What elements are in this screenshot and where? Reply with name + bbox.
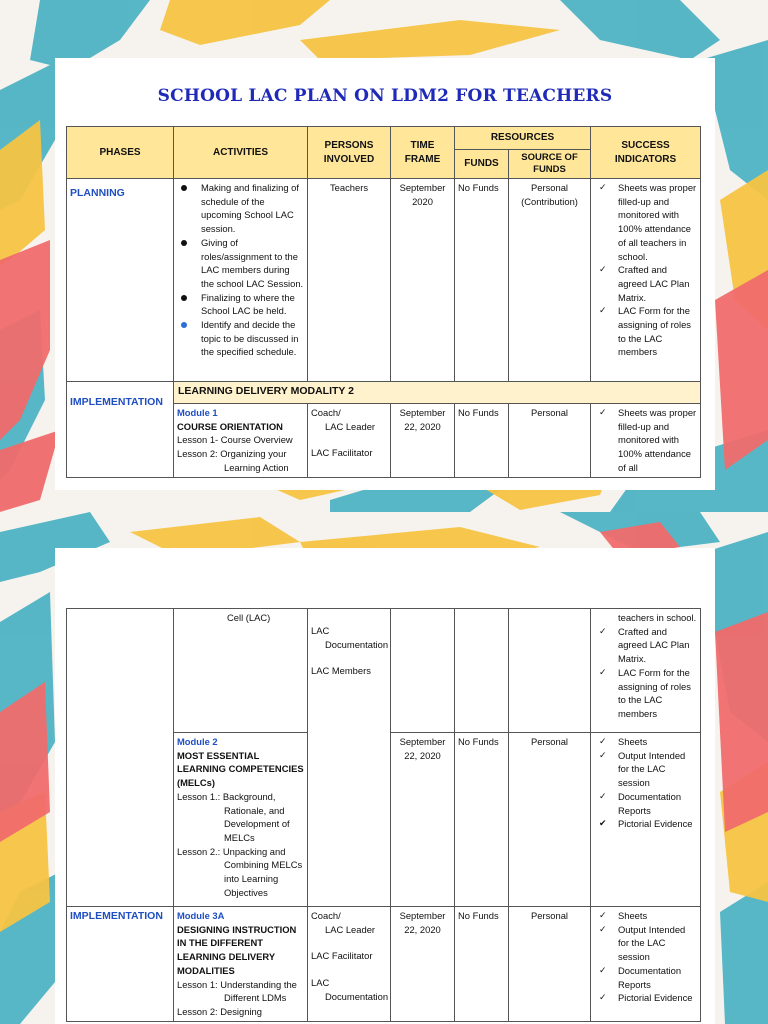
- module-3a-time-frame: September 22, 2020: [391, 907, 455, 1022]
- list-item: Identify and decide the topic to be discussed in the specified schedule.: [177, 318, 304, 359]
- check-mark-icon: ✓: [599, 625, 607, 636]
- list-item: ✓ Sheets was proper filled-up and monitored with 100% attendance of all teachers in school.: [599, 182, 697, 262]
- module-title: DESIGNING INSTRUCTION IN THE DIFFERENT LEARNING DELIVERY MODALITIES: [177, 923, 297, 976]
- module-1-activities-cont: Cell (LAC): [174, 609, 308, 733]
- phase-implementation: IMPLEMENTATION: [67, 907, 174, 1022]
- header-funds: FUNDS: [455, 150, 509, 179]
- list-item: ✓ Sheets: [599, 736, 648, 747]
- document-title: SCHOOL LAC PLAN ON LDM2 FOR TEACHERS: [157, 86, 613, 106]
- module-2-funds: No Funds: [455, 733, 509, 907]
- list-item: ✓ Documentation Reports: [599, 790, 682, 816]
- list-item: ✓ Documentation Reports: [599, 964, 682, 990]
- check-mark-icon: ✓: [599, 407, 607, 417]
- table-row-module-1-cont: [67, 609, 701, 733]
- module-1-funds: No Funds: [455, 404, 509, 478]
- bullet-icon: [181, 322, 187, 328]
- module-label: Module 3A: [177, 910, 225, 921]
- check-mark-icon: ✓: [599, 923, 607, 934]
- list-item: ✓ Pictorial Evidence: [599, 992, 693, 1004]
- module-3a-funds: No Funds: [455, 907, 509, 1022]
- bullet-icon: [181, 295, 187, 301]
- check-mark-icon: ✓: [599, 736, 607, 746]
- check-mark-icon: ✓: [599, 749, 607, 760]
- list-item: ✓ LAC Form for the assigning of roles to the LAC members: [599, 305, 691, 358]
- module-title: COURSE ORIENTATION: [177, 420, 283, 432]
- planning-indicators-cell: [591, 179, 701, 382]
- list-item: Finalizing to where the School LAC be held.: [177, 291, 304, 318]
- ldm-banner: LEARNING DELIVERY MODALITY 2: [174, 382, 701, 404]
- module-1-activities: Module 1 COURSE ORIENTATION Lesson 1- Course Overview Lesson 2: Organizing your Learning Action: [174, 404, 308, 478]
- module-2-activities: Module 2 MOST ESSENTIAL LEARNING COMPETENCIES (MELCs) Lesson 1.: Background, Rationale, and Development of MELCs Lesson 2.: Unpacking and Combining MELCs into Learning Objectives: [174, 733, 308, 907]
- module-1-persons: Coach/ LAC Leader LAC Facilitator: [308, 404, 391, 478]
- list-item: ✓ Crafted and agreed LAC Plan Matrix.: [599, 625, 690, 665]
- header-phases: PHASES: [67, 127, 174, 179]
- module-1-persons-cont: LAC Documentation LAC Members: [308, 609, 391, 907]
- phase-planning: PLANNING: [67, 179, 174, 382]
- module-1-time-frame: September 22, 2020: [391, 404, 455, 478]
- table-row-ldm: [67, 382, 701, 404]
- phase-implementation: IMPLEMENTATION: [67, 382, 174, 478]
- planning-persons: Teachers: [308, 179, 391, 382]
- header-persons-involved: PERSONS INVOLVED: [308, 127, 391, 179]
- list-item: ✓ LAC Form for the assigning of roles to the LAC members: [599, 666, 691, 719]
- planning-time-frame: September 2020: [391, 179, 455, 382]
- list-item: ✓ Crafted and agreed LAC Plan Matrix.: [599, 264, 690, 303]
- table-row-planning: [67, 179, 701, 382]
- module-3a-indicators: [591, 907, 701, 1022]
- phase-cell-empty: [67, 609, 174, 907]
- check-mark-icon: ✓: [599, 182, 607, 192]
- list-item: ✓ Sheets: [599, 910, 648, 921]
- list-item: ✓ Sheets was proper filled-up and monitored with 100% attendance of all: [599, 407, 697, 473]
- module-1-indicators: [591, 404, 701, 478]
- module-label: Module 1: [177, 407, 218, 418]
- module-title: MOST ESSENTIAL LEARNING COMPETENCIES (MELCs): [177, 749, 304, 789]
- bullet-icon: [181, 185, 187, 191]
- list-item: ✔ Pictorial Evidence: [599, 818, 693, 830]
- check-mark-icon: ✓: [599, 264, 607, 275]
- planning-source: Personal (Contribution): [509, 179, 591, 382]
- check-mark-icon: ✓: [599, 666, 607, 677]
- planning-funds: No Funds: [455, 179, 509, 382]
- bullet-icon: [181, 240, 187, 246]
- header-time-frame: TIME FRAME: [391, 127, 455, 179]
- header-success-indicators: SUCCESS INDICATORS: [591, 127, 701, 179]
- module-1-indicators-cont: teachers in school. ✓ Crafted and agreed LAC Plan Matrix. ✓ LAC Form for the assigning of roles to the LAC members: [591, 609, 701, 733]
- check-mark-icon: ✓: [599, 910, 607, 920]
- module-label: Module 2: [177, 736, 218, 747]
- module-2-source: Personal: [509, 733, 591, 907]
- header-resources: RESOURCES: [455, 127, 591, 150]
- header-activities: ACTIVITIES: [174, 127, 308, 179]
- table-row-module-3a: [67, 907, 701, 1022]
- check-mark-icon: ✓: [599, 992, 607, 1003]
- planning-activities-cell: [174, 179, 308, 382]
- lac-plan-table-continued: [66, 608, 701, 1022]
- check-mark-icon: ✓: [599, 790, 607, 801]
- check-mark-icon: ✓: [599, 964, 607, 975]
- module-2-indicators: [591, 733, 701, 907]
- check-mark-icon: ✓: [599, 305, 607, 316]
- module-3a-source: Personal: [509, 907, 591, 1022]
- module-2-time-frame: September 22, 2020: [391, 733, 455, 907]
- list-item: ✓ Output Intended for the LAC session: [599, 923, 686, 963]
- list-item: ✓ Output Intended for the LAC session: [599, 749, 686, 789]
- header-source-of-funds: SOURCE OF FUNDS: [509, 150, 591, 179]
- module-3a-persons: Coach/ LAC Leader LAC Facilitator LAC Documentation: [308, 907, 391, 1022]
- module-1-source: Personal: [509, 404, 591, 478]
- check-mark-icon: ✔: [599, 818, 607, 829]
- lac-plan-table: [66, 126, 701, 478]
- list-item: Making and finalizing of schedule of the upcoming School LAC session.: [177, 181, 304, 236]
- list-item: Giving of roles/assignment to the LAC members during the school LAC Session.: [177, 236, 304, 291]
- module-3a-activities: Module 3A DESIGNING INSTRUCTION IN THE DIFFERENT LEARNING DELIVERY MODALITIES Lesson 1: Understanding the Different LDMs Lesson 2: Designing: [174, 907, 308, 1022]
